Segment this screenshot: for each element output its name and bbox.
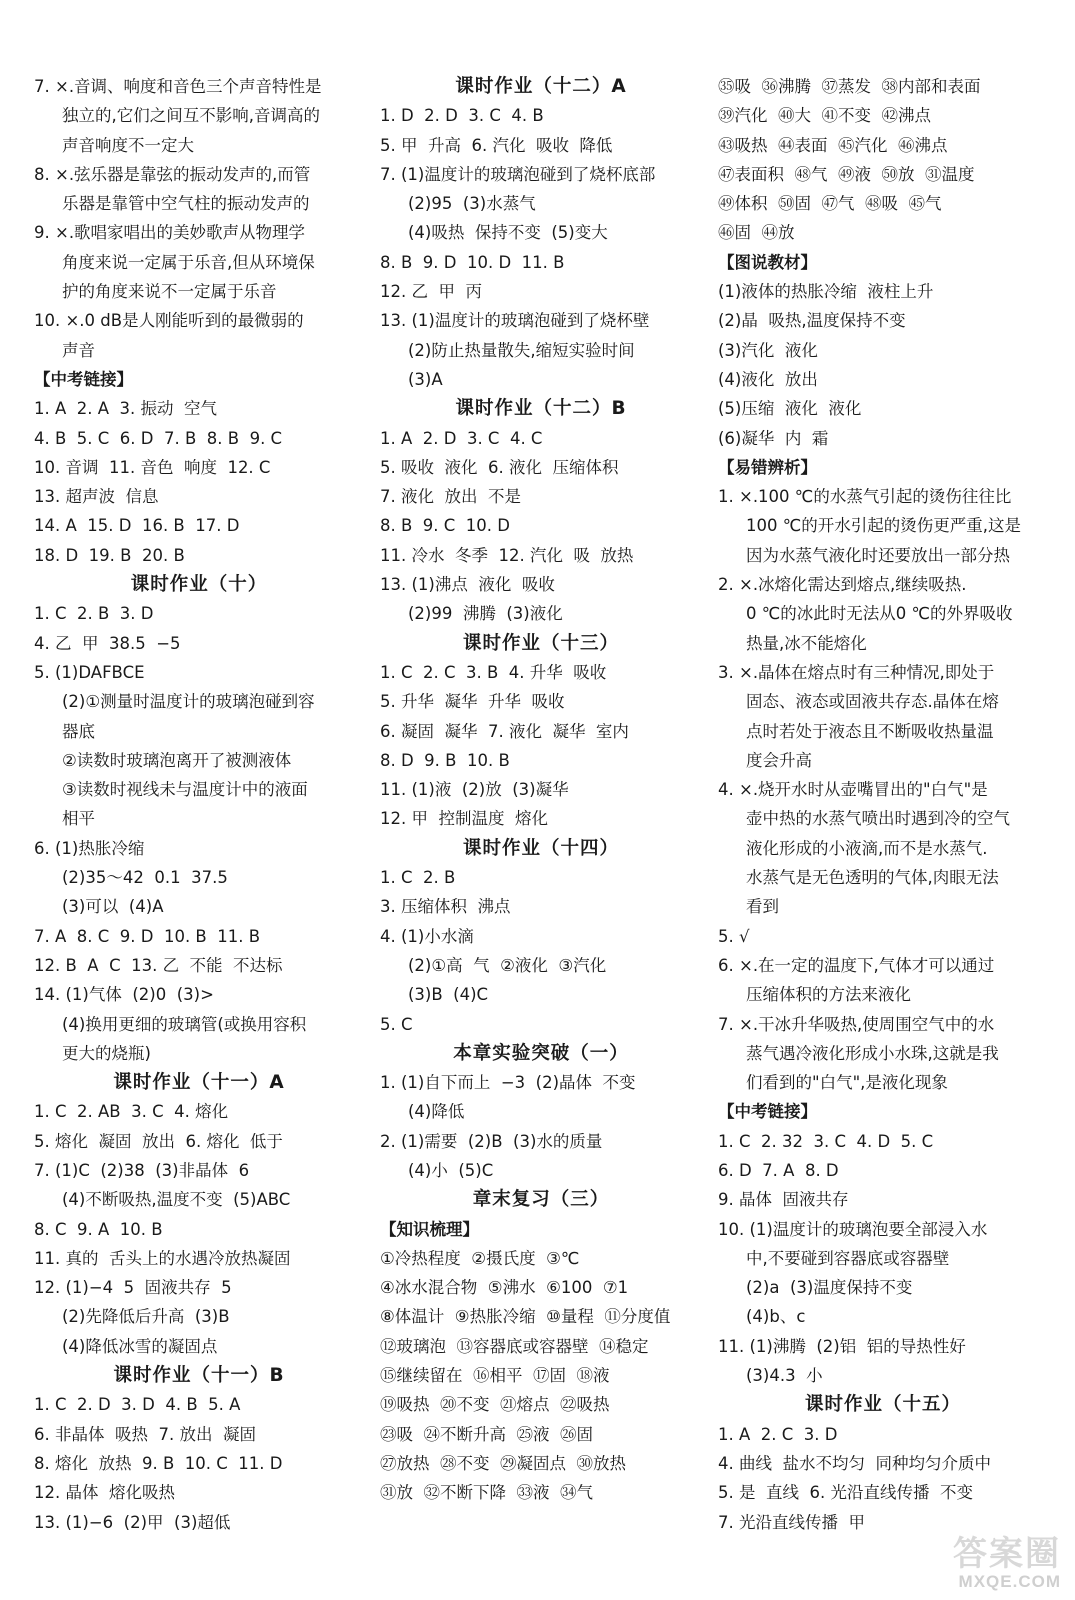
answer-line-continued: 角度来说一定属于乐音,但从环境保 [62, 252, 315, 272]
answer-line: 9. 晶体 固液共存 [718, 1190, 849, 1210]
answer-line: 6. ×.在一定的温度下,气体才可以通过 [718, 955, 995, 975]
answer-line: 6. 非晶体 吸热 7. 放出 凝固 [34, 1424, 256, 1444]
answer-line: (6)凝华 内 霜 [718, 428, 829, 448]
answer-line-continued: (3)A [408, 369, 443, 389]
answer-line: 8. D 9. B 10. B [380, 750, 510, 770]
answer-line-continued: 器底 [62, 721, 95, 741]
answer-line: 1. C 2. D 3. D 4. B 5. A [34, 1395, 241, 1415]
answer-line: ㊼表面积 ㊽气 ㊾液 ㊿放 ㉛温度 [718, 164, 975, 184]
answer-line: ④冰水混合物 ⑤沸水 ⑥100 ⑦1 [380, 1278, 629, 1298]
answer-line: 11. (1)液 (2)放 (3)凝华 [380, 780, 569, 800]
answer-line: 1. A 2. C 3. D [718, 1424, 838, 1444]
answer-line-continued: 护的角度来说不一定属于乐音 [62, 282, 277, 302]
section-heading: 课时作业（十五） [804, 1394, 961, 1416]
subsection-label: 【中考链接】 [718, 1102, 817, 1122]
answer-line-continued: (3)4.3 小 [746, 1366, 823, 1386]
answer-line: 6. D 7. A 8. D [718, 1160, 839, 1180]
watermark-logo-text: 答案圈 [953, 1535, 1061, 1573]
answer-line-continued: 们看到的"白气",是液化现象 [746, 1073, 948, 1093]
answer-line: 1. C 2. 32 3. C 4. D 5. C [718, 1131, 934, 1151]
answer-line-continued: (4)降低 [408, 1102, 465, 1122]
answer-line: 2. ×.冰熔化需达到熔点,继续吸热. [718, 575, 967, 595]
answer-line: 8. B 9. D 10. D 11. B [380, 252, 565, 272]
answer-line: 10. 音调 11. 音色 响度 12. C [34, 457, 271, 477]
subsection-label: 【易错辨析】 [718, 457, 817, 477]
answer-line: (1)液体的热胀冷缩 液柱上升 [718, 282, 934, 302]
answer-line: 8. C 9. A 10. B [34, 1219, 163, 1239]
answer-line-continued: (4)降低冰雪的凝固点 [62, 1336, 218, 1356]
answer-line: 7. (1)温度计的玻璃泡碰到了烧杯底部 [380, 164, 656, 184]
answer-line: 10. (1)温度计的玻璃泡要全部浸入水 [718, 1219, 988, 1239]
answer-line-continued: 声音 [62, 340, 95, 360]
answer-line: (2)晶 吸热,温度保持不变 [718, 311, 906, 331]
answer-line: 7. 液化 放出 不是 [380, 487, 521, 507]
answer-line-continued: 度会升高 [746, 750, 812, 770]
answer-line: ⑮继续留在 ⑯相平 ⑰固 ⑱液 [380, 1366, 610, 1386]
answer-line-continued: ③读数时视线未与温度计中的液面 [62, 780, 308, 800]
column-middle [380, 72, 702, 1580]
answer-line-continued: 乐器是靠管中空气柱的振动发声的 [62, 194, 310, 214]
section-heading: 课时作业（十四） [462, 837, 619, 859]
section-heading: 课时作业（十二）B [455, 398, 627, 420]
answer-line: 13. (1)温度计的玻璃泡碰到了烧杯壁 [380, 311, 650, 331]
answer-line: 12. 甲 控制温度 熔化 [380, 809, 548, 829]
answer-line-continued: (2)①高 气 ②液化 ③汽化 [408, 955, 607, 975]
answer-line-continued: 壶中热的水蒸气喷出时遇到冷的空气 [746, 809, 1010, 829]
answer-line-continued: ②读数时玻璃泡离开了被测液体 [62, 750, 292, 770]
answer-line: 4. 乙 甲 38.5 −5 [34, 633, 181, 653]
answer-line: 3. 压缩体积 沸点 [380, 897, 511, 917]
answer-line: 18. D 19. B 20. B [34, 545, 185, 565]
answer-line: 2. (1)需要 (2)B (3)水的质量 [380, 1131, 603, 1151]
answer-line-continued: (2)先降低后升高 (3)B [62, 1307, 230, 1327]
answer-line-continued: (4)换用更细的玻璃管(或换用容积 [62, 1014, 307, 1034]
answer-line: 4. 曲线 盐水不均匀 同种均匀介质中 [718, 1453, 991, 1473]
answer-line: 13. (1)−6 (2)甲 (3)超低 [34, 1512, 231, 1532]
section-heading: 章末复习（三） [472, 1189, 610, 1211]
answer-line-continued: (3)可以 (4)A [62, 897, 164, 917]
answer-line: 5. (1)DAFBCE [34, 662, 145, 682]
answer-line: 11. 真的 舌头上的水遇冷放热凝固 [34, 1248, 291, 1268]
section-heading: 课时作业（十三） [462, 632, 619, 654]
answer-line: (4)液化 放出 [718, 369, 818, 389]
answer-line: 1. C 2. B 3. D [34, 604, 154, 624]
answer-line: 13. 超声波 信息 [34, 487, 159, 507]
subsection-label: 【中考链接】 [34, 369, 133, 389]
answer-line: 10. ×.0 dB是人刚能听到的最微弱的 [34, 311, 304, 331]
answer-line: 4. ×.烧开水时从壶嘴冒出的"白气"是 [718, 780, 988, 800]
answer-line-continued: 更大的烧瓶) [62, 1043, 151, 1063]
section-heading: 课时作业（十） [130, 574, 268, 596]
answer-line-continued: 独立的,它们之间互不影响,音调高的 [62, 106, 320, 126]
answer-line: 5. C [380, 1014, 413, 1034]
answer-line-continued: 蒸气遇冷液化形成小水珠,这就是我 [746, 1043, 999, 1063]
answer-line: ⑧体温计 ⑨热胀冷缩 ⑩量程 ⑪分度值 [380, 1307, 671, 1327]
answer-line-continued: (3)B (4)C [408, 985, 489, 1005]
column-right [718, 72, 1048, 1580]
answer-line: 14. (1)气体 (2)0 (3)> [34, 985, 214, 1005]
answer-line: 1. ×.100 ℃的水蒸气引起的烫伤往往比 [718, 487, 1012, 507]
subsection-label: 【图说教材】 [718, 252, 817, 272]
answer-line-continued: (4)吸热 保持不变 (5)变大 [408, 223, 608, 243]
answer-line: 11. (1)沸腾 (2)铝 铝的导热性好 [718, 1336, 966, 1356]
answer-line: 3. ×.晶体在熔点时有三种情况,即处于 [718, 662, 995, 682]
answer-line: ㊻固 ㊹放 [718, 223, 795, 243]
answer-line: 5. 熔化 凝固 放出 6. 熔化 低于 [34, 1131, 283, 1151]
answer-line: 9. ×.歌唱家唱出的美妙歌声从物理学 [34, 223, 306, 243]
answer-line-continued: 中,不要碰到容器底或容器壁 [746, 1248, 950, 1268]
answer-line: 13. (1)沸点 液化 吸收 [380, 575, 555, 595]
answer-line: 6. 凝固 凝华 7. 液化 凝华 室内 [380, 721, 629, 741]
answer-line: 8. 熔化 放热 9. B 10. C 11. D [34, 1453, 283, 1473]
watermark-url-text: MXQE.COM [958, 1572, 1061, 1591]
answer-line: 1. C 2. AB 3. C 4. 熔化 [34, 1102, 229, 1122]
answer-line: 12. 乙 甲 丙 [380, 282, 482, 302]
answer-line: ㊸吸热 ㊹表面 ㊺汽化 ㊻沸点 [718, 135, 948, 155]
answer-line-continued: 0 ℃的冰此时无法从0 ℃的外界吸收 [746, 604, 1013, 624]
answer-line: ⑲吸热 ⑳不变 ㉑熔点 ㉒吸热 [380, 1395, 610, 1415]
answer-line-continued: 水蒸气是无色透明的气体,肉眼无法 [746, 868, 999, 888]
answer-line: 1. A 2. D 3. C 4. C [380, 428, 543, 448]
answer-line: 12. B A C 13. 乙 不能 不达标 [34, 955, 283, 975]
answer-line: 1. C 2. B [380, 868, 456, 888]
answer-line-continued: (2)35～42 0.1 37.5 [62, 868, 228, 888]
subsection-label: 【知识梳理】 [380, 1219, 479, 1239]
answer-line-continued: (4)小 (5)C [408, 1160, 494, 1180]
answer-line: 5. √ [718, 926, 750, 946]
answer-line-continued: (2)①测量时温度计的玻璃泡碰到容 [62, 692, 315, 712]
answer-line: 7. 光沿直线传播 甲 [718, 1512, 865, 1532]
section-heading: 课时作业（十一）B [113, 1365, 285, 1387]
answer-line-continued: (4)不断吸热,温度不变 (5)ABC [62, 1190, 291, 1210]
answer-line: ㉗放热 ㉘不变 ㉙凝固点 ㉚放热 [380, 1453, 626, 1473]
answer-line-continued: 压缩体积的方法来液化 [746, 985, 911, 1005]
answer-line: 8. B 9. C 10. D [380, 516, 510, 536]
answer-line: 5. 吸收 液化 6. 液化 压缩体积 [380, 457, 619, 477]
answer-line: 4. (1)小水滴 [380, 926, 474, 946]
answer-line: 14. A 15. D 16. B 17. D [34, 516, 240, 536]
answer-line: ㉓吸 ㉔不断升高 ㉕液 ㉖固 [380, 1424, 593, 1444]
answer-line: ㊴汽化 ㊵大 ㊶不变 ㊷沸点 [718, 106, 931, 126]
answer-line-continued: 液化形成的小液滴,而不是水蒸气. [746, 838, 988, 858]
answer-line: 11. 冷水 冬季 12. 汽化 吸 放热 [380, 545, 634, 565]
answer-line-continued: 点时若处于液态且不断吸收热量温 [746, 721, 994, 741]
answer-line: ㊾体积 ㊿固 ㊼气 ㊽吸 ㊺气 [718, 194, 942, 214]
answer-line: 8. ×.弦乐器是靠弦的振动发声的,而管 [34, 164, 311, 184]
answer-line: 5. 甲 升高 6. 汽化 吸收 降低 [380, 135, 613, 155]
answer-line: 12. 晶体 熔化吸热 [34, 1483, 175, 1503]
column-left [34, 72, 364, 1580]
answer-line-continued: 声音响度不一定大 [62, 135, 194, 155]
answer-line: 1. (1)自下而上 −3 (2)晶体 不变 [380, 1073, 636, 1093]
answer-line: 4. B 5. C 6. D 7. B 8. B 9. C [34, 428, 283, 448]
answer-line-continued: 因为水蒸气液化时还要放出一部分热 [746, 545, 1010, 565]
answer-line-continued: (4)b、c [746, 1307, 806, 1327]
watermark-logo [851, 1534, 1061, 1592]
section-heading: 课时作业（十一）A [113, 1072, 285, 1094]
answer-line-continued: 相平 [62, 809, 95, 829]
answer-line-continued: (2)a (3)温度保持不变 [746, 1278, 913, 1298]
answer-line-continued: (2)99 沸腾 (3)液化 [408, 604, 563, 624]
answer-line: (3)汽化 液化 [718, 340, 818, 360]
answer-line: 5. 升华 凝华 升华 吸收 [380, 692, 565, 712]
answer-line-continued: 固态、液态或固液共存态.晶体在熔 [746, 692, 999, 712]
answer-line: ①冷热程度 ②摄氏度 ③℃ [380, 1248, 580, 1268]
answer-line: 1. C 2. C 3. B 4. 升华 吸收 [380, 662, 607, 682]
answer-line-continued: 热量,冰不能熔化 [746, 633, 867, 653]
answer-line: 7. ×.音调、响度和音色三个声音特性是 [34, 77, 322, 96]
answer-line-continued: (2)95 (3)水蒸气 [408, 194, 536, 214]
answer-line: 6. (1)热胀冷缩 [34, 838, 145, 858]
answer-line: 7. A 8. C 9. D 10. B 11. B [34, 926, 261, 946]
answer-line: 1. A 2. A 3. 振动 空气 [34, 399, 218, 419]
section-heading: 课时作业（十二）A [455, 76, 627, 97]
answer-line: 5. 是 直线 6. 光沿直线传播 不变 [718, 1483, 973, 1503]
answer-line: ⑫玻璃泡 ⑬容器底或容器壁 ⑭稳定 [380, 1336, 649, 1356]
answer-line: 7. ×.干冰升华吸热,使周围空气中的水 [718, 1014, 995, 1034]
answer-line: 7. (1)C (2)38 (3)非晶体 6 [34, 1160, 250, 1180]
answer-line-continued: (2)防止热量散失,缩短实验时间 [408, 340, 635, 360]
answer-line: (5)压缩 液化 液化 [718, 399, 862, 419]
answer-line-continued: 看到 [746, 897, 779, 917]
answer-line: ㉛放 ㉜不断下降 ㉝液 ㉞气 [380, 1483, 593, 1503]
answer-line: 12. (1)−4 5 固液共存 5 [34, 1278, 232, 1298]
answer-line-continued: 100 ℃的开水引起的烫伤更严重,这是 [746, 516, 1022, 536]
answer-line: ㉟吸 ㊱沸腾 ㊲蒸发 ㊳内部和表面 [718, 77, 981, 96]
section-heading: 本章实验突破（一） [453, 1042, 629, 1064]
answer-line: 1. D 2. D 3. C 4. B [380, 106, 544, 126]
